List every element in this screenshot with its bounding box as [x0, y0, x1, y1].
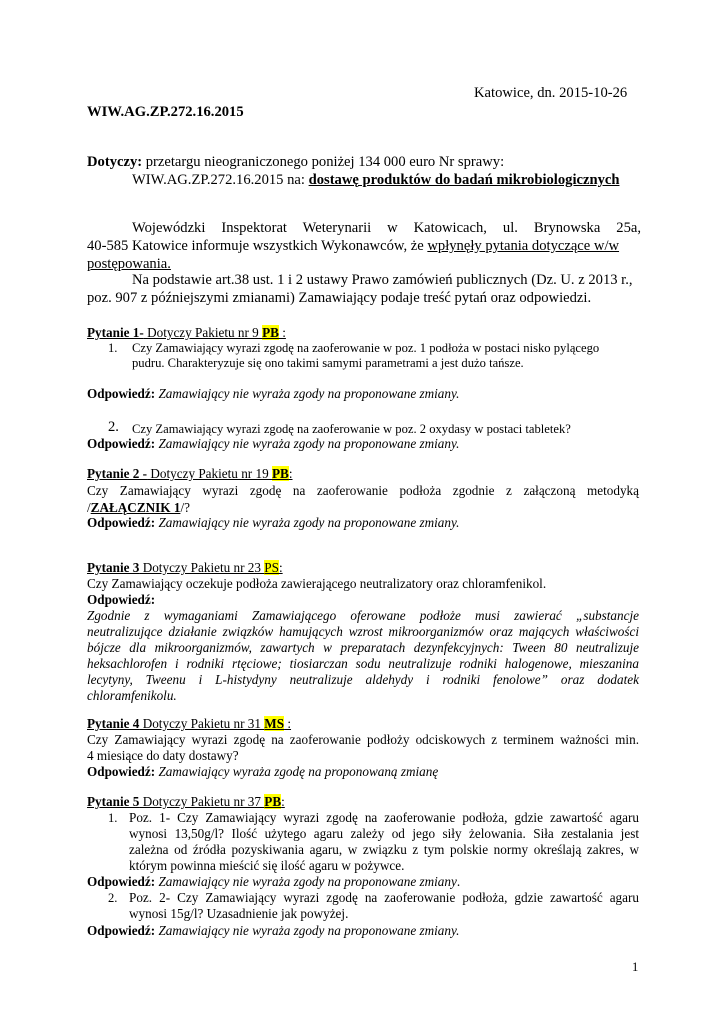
slash-question: /?	[180, 500, 190, 515]
subject-case-number: WIW.AG.ZP.272.16.2015 na:	[132, 172, 309, 188]
question-4-line-2: 4 miesiące do daty dostawy?	[87, 748, 239, 763]
intro-underlined-text: wpłynęły pytania dotyczące w/w	[427, 238, 620, 254]
question-1-item-2-number: 2.	[108, 419, 119, 435]
question-5-item-2-line-1: Poz. 2- Czy Zamawiający wyrazi zgodę na zaoferowanie podłoża, gdzie zawartość agaru	[129, 890, 639, 905]
answer-label: Odpowiedź:	[87, 874, 156, 889]
legal-basis-line-1: Na podstawie art.38 ust. 1 i 2 ustawy Prawo zamówień publicznych (Dz. U. z 2013 r.,	[132, 272, 633, 288]
page-number: 1	[632, 960, 639, 974]
question-2-package-text: Dotyczy Pakietu nr 19	[147, 466, 272, 481]
question-4-label: Pytanie 4	[87, 716, 140, 731]
question-1-answer-2	[87, 436, 459, 452]
case-reference: WIW.AG.ZP.272.16.2015	[87, 104, 244, 120]
question-5-heading	[87, 794, 285, 810]
question-4-heading-end: :	[284, 716, 292, 731]
answer-label: Odpowiedź:	[87, 764, 156, 779]
question-5-label: Pytanie 5	[87, 794, 140, 809]
question-5-answer-2	[87, 923, 459, 939]
answer-text: Zamawiający nie wyraża zgody na proponowane zmiany.	[155, 436, 460, 451]
question-1-item-2: Czy Zamawiający wyrazi zgodę na zaoferowanie w poz. 2 oxydasy w postaci tabletek?	[132, 422, 571, 436]
question-5-package-badge: PB	[264, 794, 282, 809]
question-1-package-text: Dotyczy Pakietu nr 9	[143, 325, 263, 340]
question-3-answer-label: Odpowiedź:	[87, 592, 156, 607]
question-1-answer-1	[87, 386, 459, 402]
question-1-item-1-line-1: Czy Zamawiający wyrazi zgodę na zaoferowanie w poz. 1 podłoża w postaci nisko pylącego	[132, 341, 600, 355]
question-3-answer-line-2: neutralizujące działanie związków hamujących wzrost mikroorganizmów oraz mających właściwości	[87, 624, 639, 639]
subject-line-1	[87, 154, 504, 171]
question-2-label: Pytanie 2 -	[87, 466, 148, 481]
question-4-package-text: Dotyczy Pakietu nr 31	[139, 716, 265, 731]
question-5-item-1-line-1: Poz. 1- Czy Zamawiający wyrazi zgodę na zaoferowanie podłoża, gdzie zawartość agaru	[129, 810, 639, 825]
question-1-heading-end: :	[278, 325, 286, 340]
date-line: Katowice, dn. 2015-10-26	[474, 85, 628, 101]
question-3-answer-line-5: lecytyny, Tweenu i L-histydyny neutralizuje aldehydy i rodniki fenolowe” oraz dodatek	[87, 672, 639, 687]
subject-label: Dotyczy:	[87, 154, 143, 170]
intro-line-3: postępowania.	[87, 256, 171, 272]
answer-text: Zamawiający nie wyraża zgody na proponowane zmiany.	[155, 923, 460, 938]
answer-label: Odpowiedź:	[87, 515, 156, 530]
answer-label: Odpowiedź:	[87, 436, 156, 451]
question-4-line-1: Czy Zamawiający wyrazi zgodę na zaoferowanie podłoży odciskowych z terminem ważności min.	[87, 732, 639, 747]
question-4-package-badge: MS	[264, 716, 285, 731]
question-2-line-1: Czy Zamawiający wyrazi zgodę na zaoferowanie podłoża zgodnie z załączoną metodyką	[87, 483, 639, 498]
question-3-heading-end: :	[278, 560, 283, 575]
question-5-item-1-line-3: zależna od źródła pozyskiwania agaru, w związku z tym polskie normy określają zakres, w	[129, 842, 639, 857]
question-3-answer-line-6: chloramfenikolu.	[87, 688, 177, 703]
attachment-reference: ZAŁĄCZNIK 1	[90, 500, 181, 515]
question-1-package-badge: PB	[262, 325, 279, 340]
question-2-answer	[87, 515, 459, 531]
intro-text: 40-585 Katowice informuje wszystkich Wykonawców, że	[87, 238, 428, 254]
question-5-package-text: Dotyczy Pakietu nr 37	[139, 794, 265, 809]
question-5-item-2-number: 2.	[108, 891, 118, 905]
answer-period: .	[456, 874, 461, 889]
question-3-package-badge: PS	[264, 560, 279, 575]
question-1-label: Pytanie 1-	[87, 325, 144, 340]
answer-label: Odpowiedź:	[87, 386, 156, 401]
answer-text: Zamawiający nie wyraża zgody na proponowane zmiany.	[155, 386, 460, 401]
question-3-heading	[87, 560, 283, 576]
question-1-item-1-number: 1.	[108, 341, 118, 355]
question-1-item-1-line-2: pudru. Charakteryzuje się ono takimi samymi parametrami a jest dużo tańsze.	[132, 356, 524, 370]
answer-text: Zamawiający nie wyraża zgody na proponowane zmiany.	[155, 515, 460, 530]
question-2-package-badge: PB	[271, 466, 289, 481]
question-2-line-2	[87, 500, 190, 516]
answer-text: Zamawiający wyraża zgodę na proponowaną zmianę	[155, 764, 439, 779]
question-5-item-1-number: 1.	[108, 811, 118, 825]
question-5-answer-1	[87, 874, 460, 890]
question-3-text: Czy Zamawiający oczekuje podłoża zawierającego neutralizatory oraz chloramfenikol.	[87, 576, 547, 591]
subject-text: przetargu nieograniczonego poniżej 134 000 euro Nr sprawy:	[142, 154, 505, 170]
question-2-heading-end: :	[288, 466, 293, 481]
subject-line-2	[132, 172, 619, 189]
answer-label: Odpowiedź:	[87, 923, 156, 938]
question-5-item-1-line-4: którym powinna mieścić się ilość agaru w pożywce.	[129, 858, 405, 873]
question-5-item-1-line-2: wynosi 13,50g/l? Ilość użytego agaru zależy od jego siły żelowania. Siła zestalania jest	[129, 826, 639, 841]
subject-title: dostawę produktów do badań mikrobiologicznych	[308, 172, 620, 188]
intro-line-2	[87, 238, 619, 255]
question-5-heading-end: :	[281, 794, 285, 809]
question-1-heading	[87, 325, 286, 341]
legal-basis-line-2: poz. 907 z późniejszymi zmianami) Zamawiający podaje treść pytań oraz odpowiedzi.	[87, 290, 592, 306]
question-3-package-text: Dotyczy Pakietu nr 23	[139, 560, 265, 575]
question-5-item-2-line-2: wynosi 15g/l? Uzasadnienie jak powyżej.	[129, 906, 349, 921]
intro-line-1: Wojewódzki Inspektorat Weterynarii w Katowicach, ul. Brynowska 25a,	[132, 220, 641, 236]
question-3-answer-line-3: bójcze dla mikroorganizmów, zawartych w preparatach dezynfekcyjnych: Tween 80 neutralizuje	[87, 640, 639, 655]
question-3-label: Pytanie 3	[87, 560, 140, 575]
question-2-heading	[87, 466, 293, 482]
question-4-heading	[87, 716, 291, 732]
question-3-answer-line-1: Zgodnie z wymaganiami Zamawiającego oferowane podłoże musi zawierać „substancje	[87, 608, 639, 623]
question-3-answer-line-4: heksachlorofen i rodniki rtęciowe; tiosiarczan sodu neutralizuje rodniki halogenowe, mieszanina	[87, 656, 639, 671]
answer-text: Zamawiający nie wyraża zgody na proponowane zmiany	[155, 874, 457, 889]
slash: /	[87, 500, 91, 515]
question-4-answer	[87, 764, 438, 780]
